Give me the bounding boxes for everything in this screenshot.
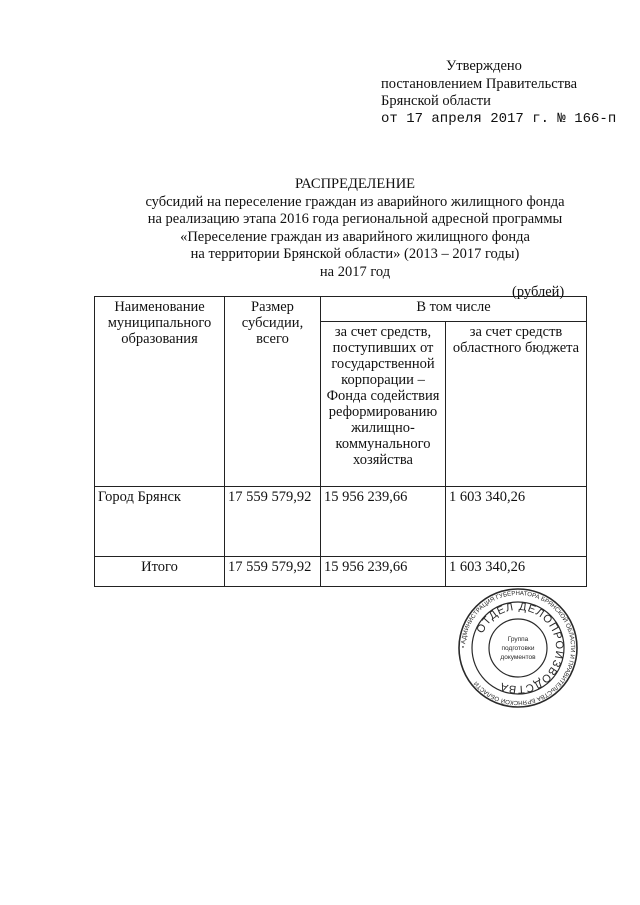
approval-decree: постановлением Правительства [381, 75, 578, 92]
heading-line-4: на территории Брянской области» (2013 – 2017 годы) [190, 246, 520, 262]
header-fund: за счет средств, поступивших от государственной корпорации – Фонда содействия реформированию жилищно-коммунального хозяйства [321, 322, 446, 487]
document-title: РАСПРЕДЕЛЕНИЕ [294, 176, 416, 192]
header-municipality: Наименование муниципального образования [95, 297, 225, 487]
row-total: 17 559 579,92 [225, 487, 321, 557]
approval-title: Утверждено [446, 58, 522, 74]
subsidy-table [94, 296, 587, 587]
stamp-center-line-2: подготовки [501, 645, 535, 652]
total-regional: 1 603 340,26 [446, 557, 587, 587]
approval-region: Брянской области [381, 93, 491, 109]
heading-line-5: на 2017 год [319, 263, 391, 280]
total-total: 17 559 579,92 [225, 557, 321, 587]
units-label: (рублей) [512, 284, 565, 300]
document-heading [120, 176, 590, 281]
header-including: В том числе [321, 297, 587, 322]
total-name: Итого [95, 557, 225, 587]
approval-date-number: от 17 апреля 2017 г. № 166-п [381, 110, 617, 127]
header-regional: за счет средств областного бюджета [446, 322, 587, 487]
table-total-row [95, 557, 587, 587]
heading-line-1: субсидий на переселение граждан из аварийного жилищного фонда [145, 193, 565, 210]
total-fund: 15 956 239,66 [321, 557, 446, 587]
row-fund: 15 956 239,66 [321, 487, 446, 557]
heading-line-2: на реализацию этапа 2016 года региональной адресной программы [147, 211, 563, 227]
table-header-row [95, 297, 587, 322]
table-row [95, 487, 587, 557]
row-name: Город Брянск [95, 487, 225, 557]
header-total: Размер субсидии, всего [225, 297, 321, 487]
row-regional: 1 603 340,26 [446, 487, 587, 557]
stamp-center-line-1: Группа [507, 636, 529, 643]
heading-line-3: «Переселение граждан из аварийного жилищного фонда [180, 228, 530, 245]
stamp-outer-text: • АДМИНИСТРАЦИЯ ГУБЕРНАТОРА БРЯНСКОЙ ОБЛАСТИ И ПРАВИТЕЛЬСТВА БРЯНСКОЙ ОБЛАСТИ [459, 589, 577, 707]
stamp-center-line-3: документов [500, 654, 536, 661]
office-stamp [457, 587, 579, 709]
approval-block [381, 58, 616, 128]
stamp-department-text: ОТДЕЛ ДЕЛОПРОИЗВОДСТВА [474, 600, 566, 696]
